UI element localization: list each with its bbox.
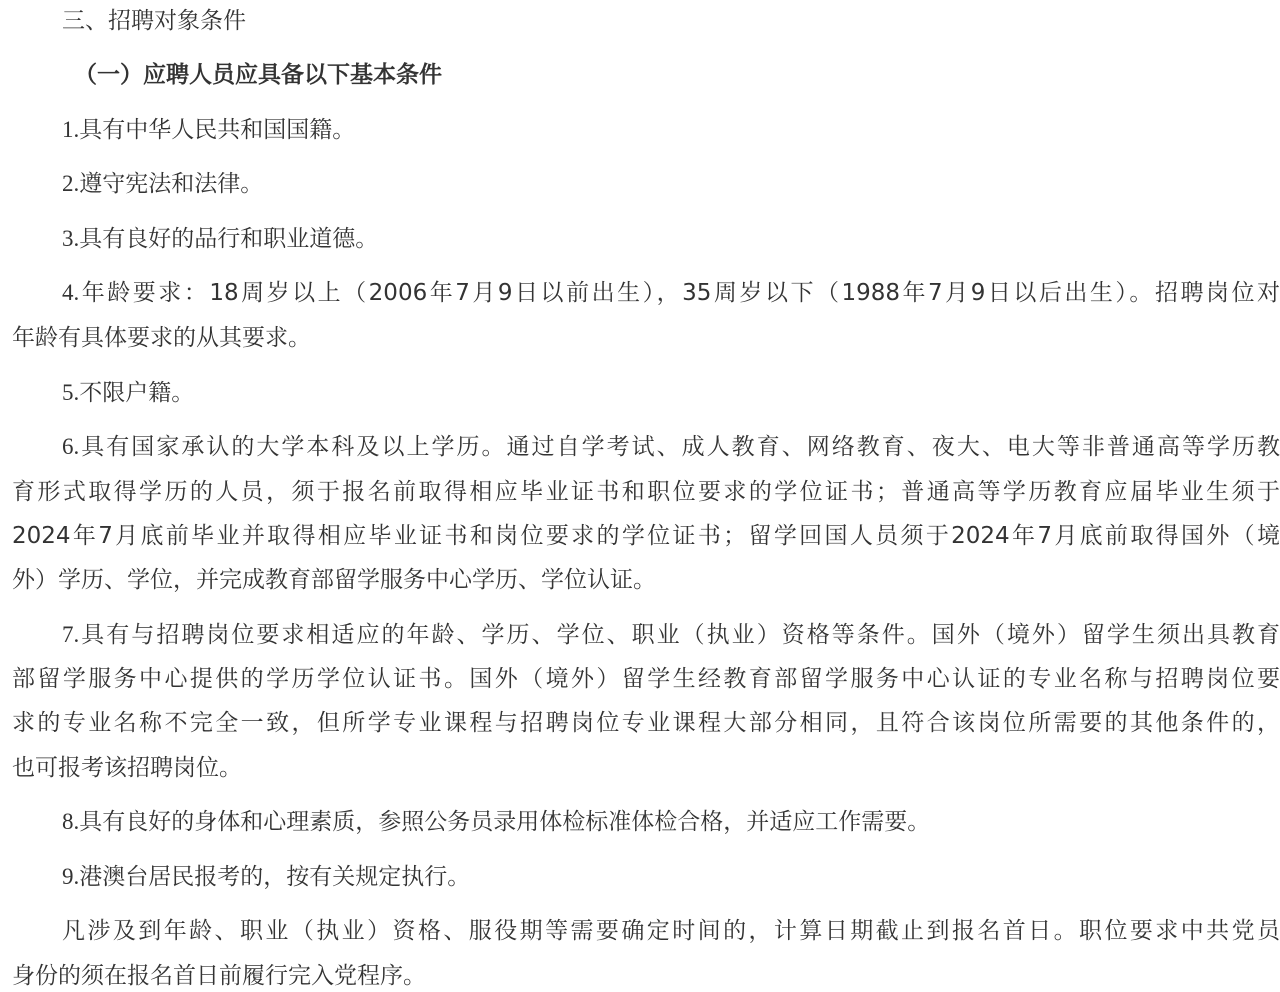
item-text: 具有国家承认的大学本科及以上学历。通过自学考试、成人教育、网络教育、夜大、电大等非普通高等学历教 [79,434,1280,460]
condition-item-7-line-3: 求的专业名称不完全一致，但所学专业课程与招聘岗位专业课程大部分相同，且符合该岗位所需要的其他条件的， [12,710,1280,736]
condition-item-2 [62,169,263,199]
item-text: 具有良好的品行和职业道德。 [79,226,379,252]
item-number: 9. [62,864,80,889]
item-text: 港澳台居民报考的，按有关规定执行。 [79,864,471,890]
item-text: 遵守宪法和法律。 [79,171,264,197]
item-number: 7. [62,622,80,647]
item-text: 具有良好的身体和心理素质，参照公务员录用体检标准体检合格，并适应工作需要。 [79,809,931,835]
condition-item-6-line-1 [62,432,1280,462]
condition-item-5 [62,378,194,408]
closing-paragraph-line-2: 身份的须在报名首日前履行完入党程序。 [12,963,426,989]
item-text: 年龄要求：18周岁以上（2006年7月9日以前出生），35周岁以下（1988年7月9日以后出生）。招聘岗位对 [79,280,1280,306]
condition-item-6-line-4: 外）学历、学位，并完成教育部留学服务中心学历、学位认证。 [12,567,656,593]
condition-item-9 [62,862,470,892]
item-number: 8. [62,809,80,834]
section-title: 三、招聘对象条件 [62,8,246,34]
item-number: 5. [62,380,80,405]
condition-item-1 [62,115,355,145]
condition-item-7-line-4: 也可报考该招聘岗位。 [12,755,242,781]
condition-item-7-line-2: 部留学服务中心提供的学历学位认证书。国外（境外）留学生经教育部留学服务中心认证的专业名称与招聘岗位要 [12,666,1280,692]
condition-item-6-line-3: 2024年7月底前毕业并取得相应毕业证书和岗位要求的学位证书；留学回国人员须于2024年7月底前取得国外（境 [12,523,1280,549]
subsection-title: （一）应聘人员应具备以下基本条件 [74,62,442,88]
item-number: 1. [62,117,80,142]
item-text: 不限户籍。 [79,380,195,406]
item-number: 6. [62,434,80,459]
closing-paragraph-line-1: 凡涉及到年龄、职业（执业）资格、服役期等需要确定时间的，计算日期截止到报名首日。职位要求中共党员 [62,918,1280,944]
condition-item-4-line-1 [62,278,1280,308]
condition-item-7-line-1 [62,620,1280,650]
condition-item-3 [62,224,378,254]
item-number: 2. [62,171,80,196]
condition-item-6-line-2: 育形式取得学历的人员，须于报名前取得相应毕业证书和职位要求的学位证书；普通高等学历教育应届毕业生须于 [12,479,1280,505]
condition-item-8 [62,807,930,837]
item-number: 3. [62,226,80,251]
item-text: 具有中华人民共和国国籍。 [79,117,356,143]
condition-item-4-line-2: 年龄有具体要求的从其要求。 [12,325,311,351]
item-text: 具有与招聘岗位要求相适应的年龄、学历、学位、职业（执业）资格等条件。国外（境外）留学生须出具教育 [79,622,1280,648]
item-number: 4. [62,280,80,305]
